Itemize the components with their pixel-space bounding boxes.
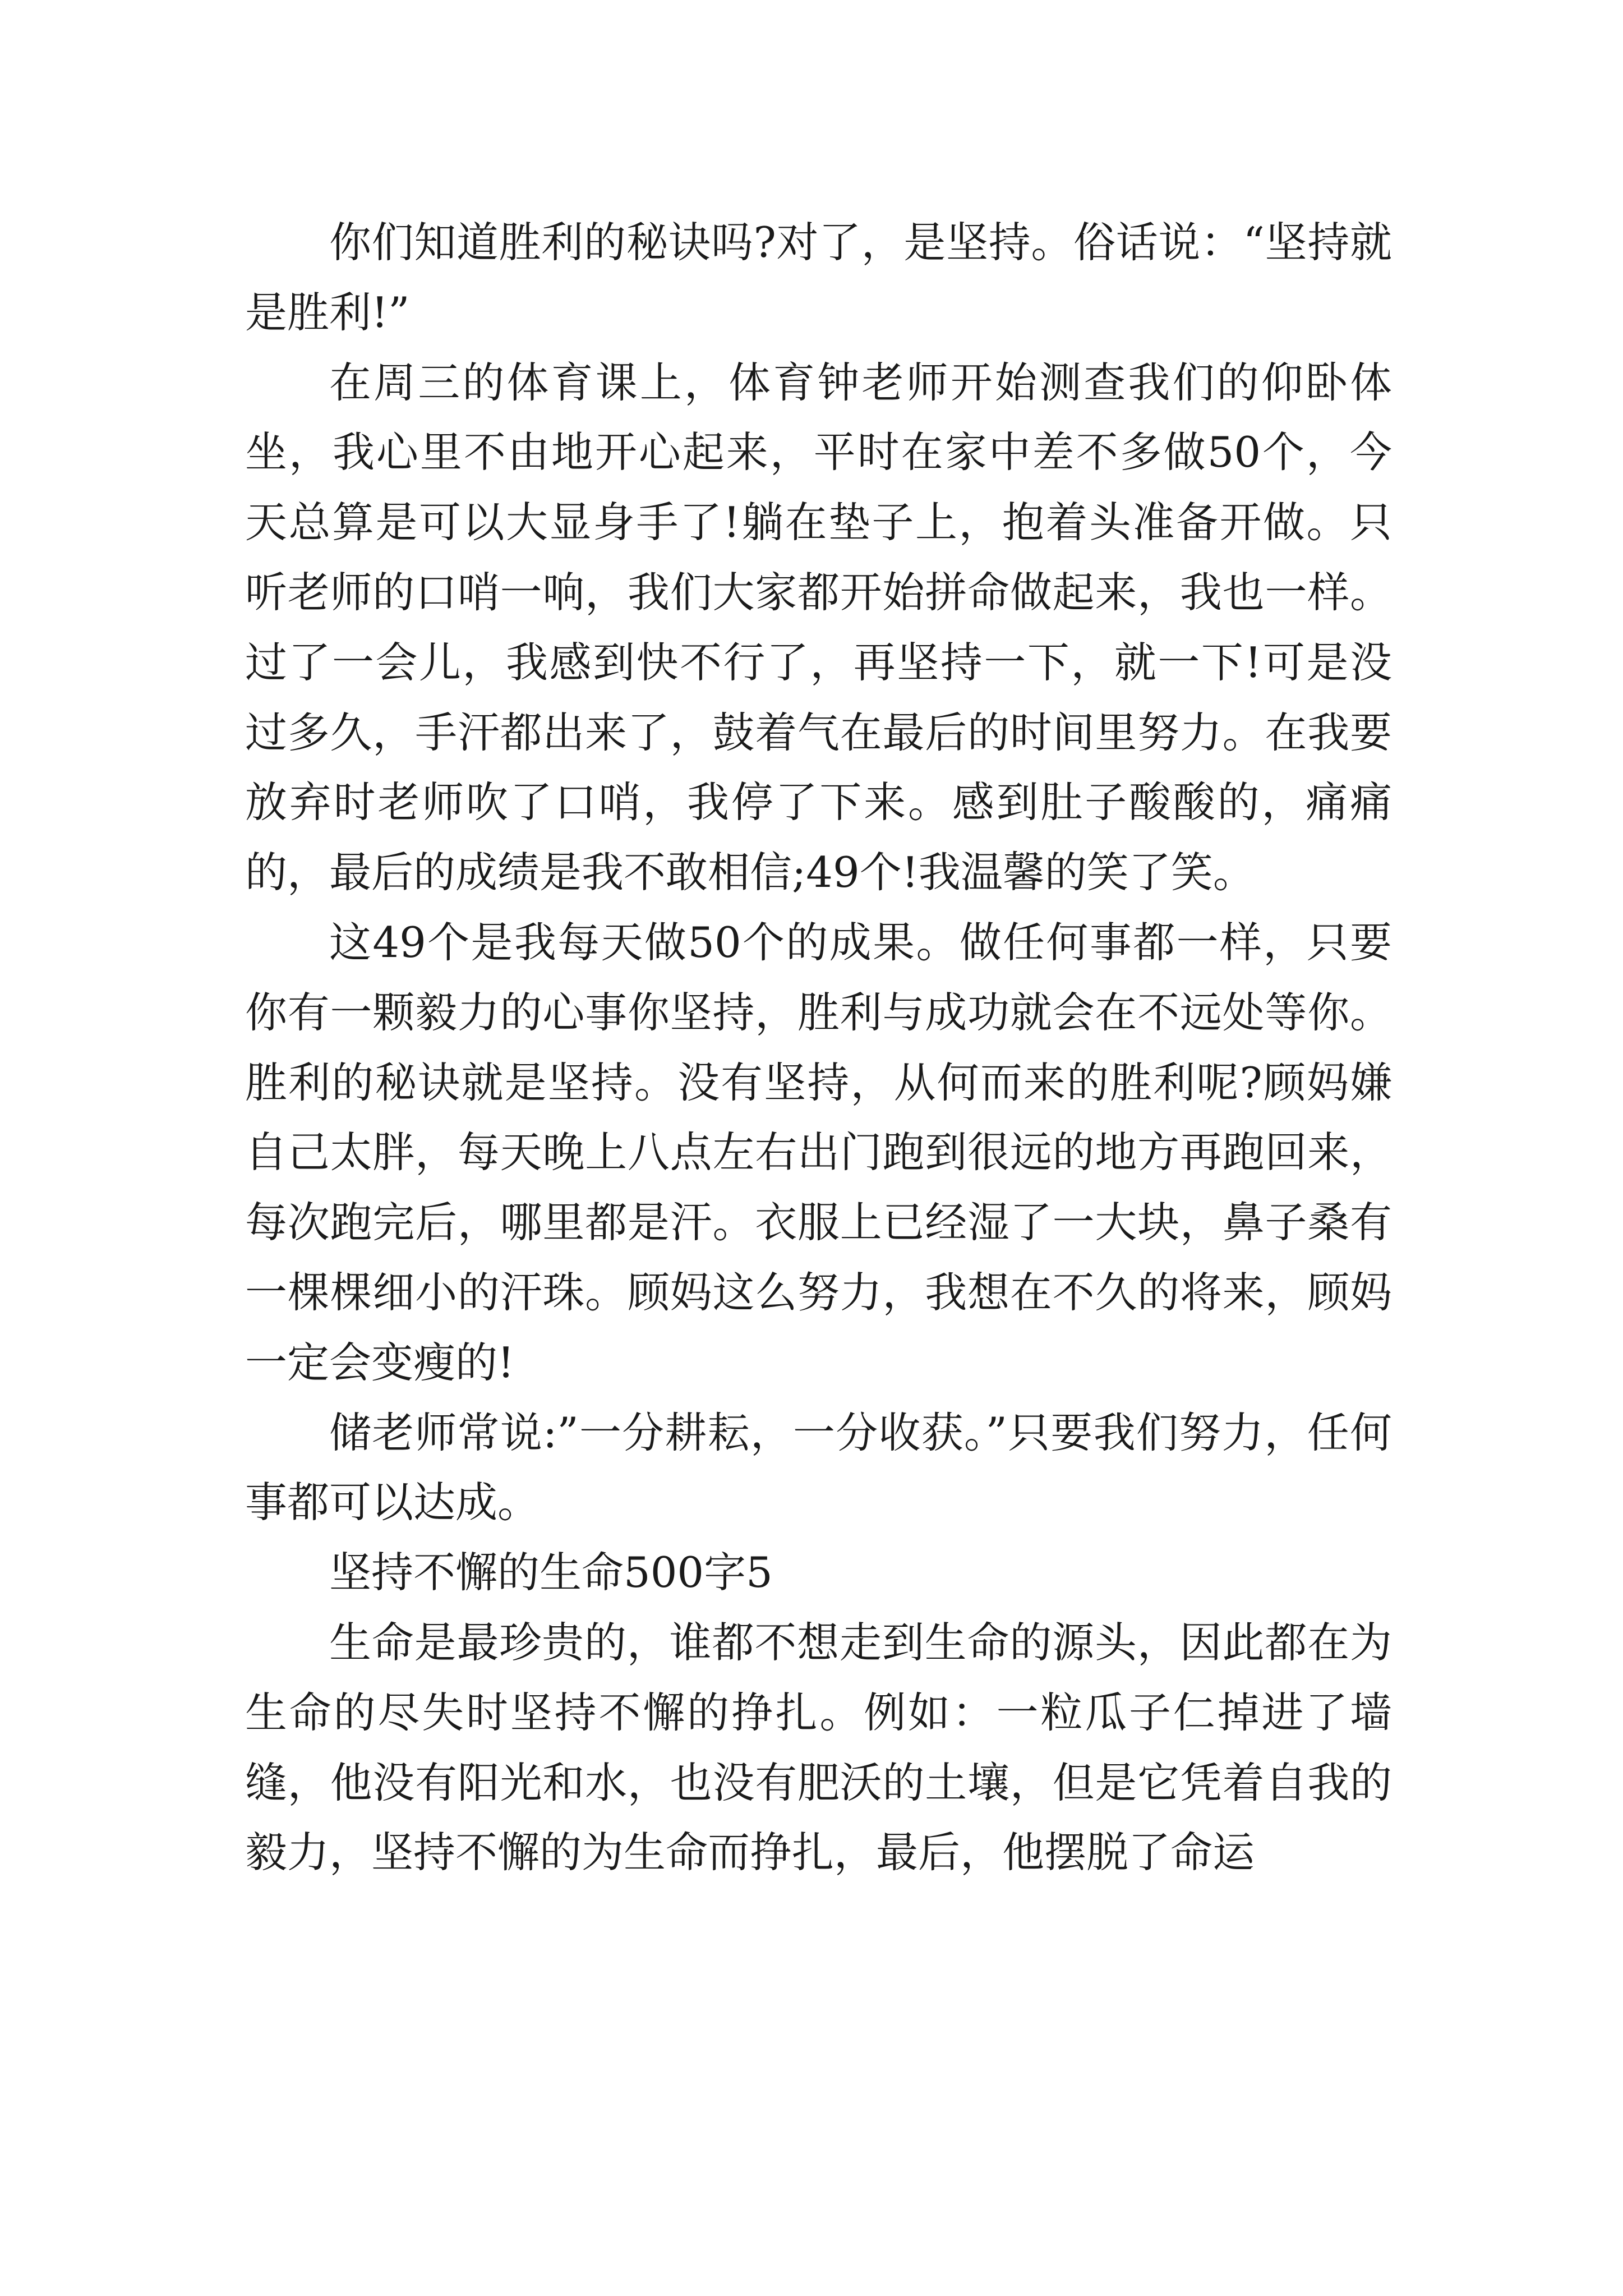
- paragraph-persistence: 这49个是我每天做50个的成果。做任何事都一样，只要你有一颗毅力的心事你坚持，胜利与成功就会在不远处等你。胜利的秘诀就是坚持。没有坚持，从何而来的胜利呢?顾妈嫌自己太胖，每天晚上八点左右出门跑到很远的地方再跑回来，每次跑完后，哪里都是汗。衣服上已经湿了一大块，鼻子桑有一棵棵细小的汗珠。顾妈这么努力，我想在不久的将来，顾妈一定会变瘦的!: [245, 917, 1392, 1387]
- section-heading: 坚持不懈的生命500字5: [329, 1548, 773, 1598]
- paragraph-teacher-quote: 储老师常说:”一分耕耘，一分收获。”只要我们努力，任何事都可以达成。: [245, 1407, 1392, 1527]
- paragraph-pe-class: 在周三的体育课上，体育钟老师开始测查我们的仰卧体坐，我心里不由地开心起来，平时在家中差不多做50个，今天总算是可以大显身手了!躺在垫子上，抱着头准备开做。只听老师的口哨一响，我们大家都开始拼命做起来，我也一样。过了一会儿，我感到快不行了，再坚持一下，就一下!可是没过多久，手汗都出来了，鼓着气在最后的时间里努力。在我要放弃时老师吹了口哨，我停了下来。感到肚子酸酸的，痛痛的，最后的成绩是我不敢相信;49个!我温馨的笑了笑。: [245, 357, 1392, 898]
- paragraph-intro: 你们知道胜利的秘诀吗?对了，是坚持。俗话说：“坚持就是胜利!”: [245, 218, 1392, 337]
- document-body: [245, 208, 1392, 1888]
- paragraph-life: 生命是最珍贵的，谁都不想走到生命的源头，因此都在为生命的尽失时坚持不懈的挣扎。例如：一粒瓜子仁掉进了墙缝，他没有阳光和水，也没有肥沃的土壤，但是它凭着自我的毅力，坚持不懈的为生命而挣扎，最后，他摆脱了命运: [245, 1617, 1392, 1878]
